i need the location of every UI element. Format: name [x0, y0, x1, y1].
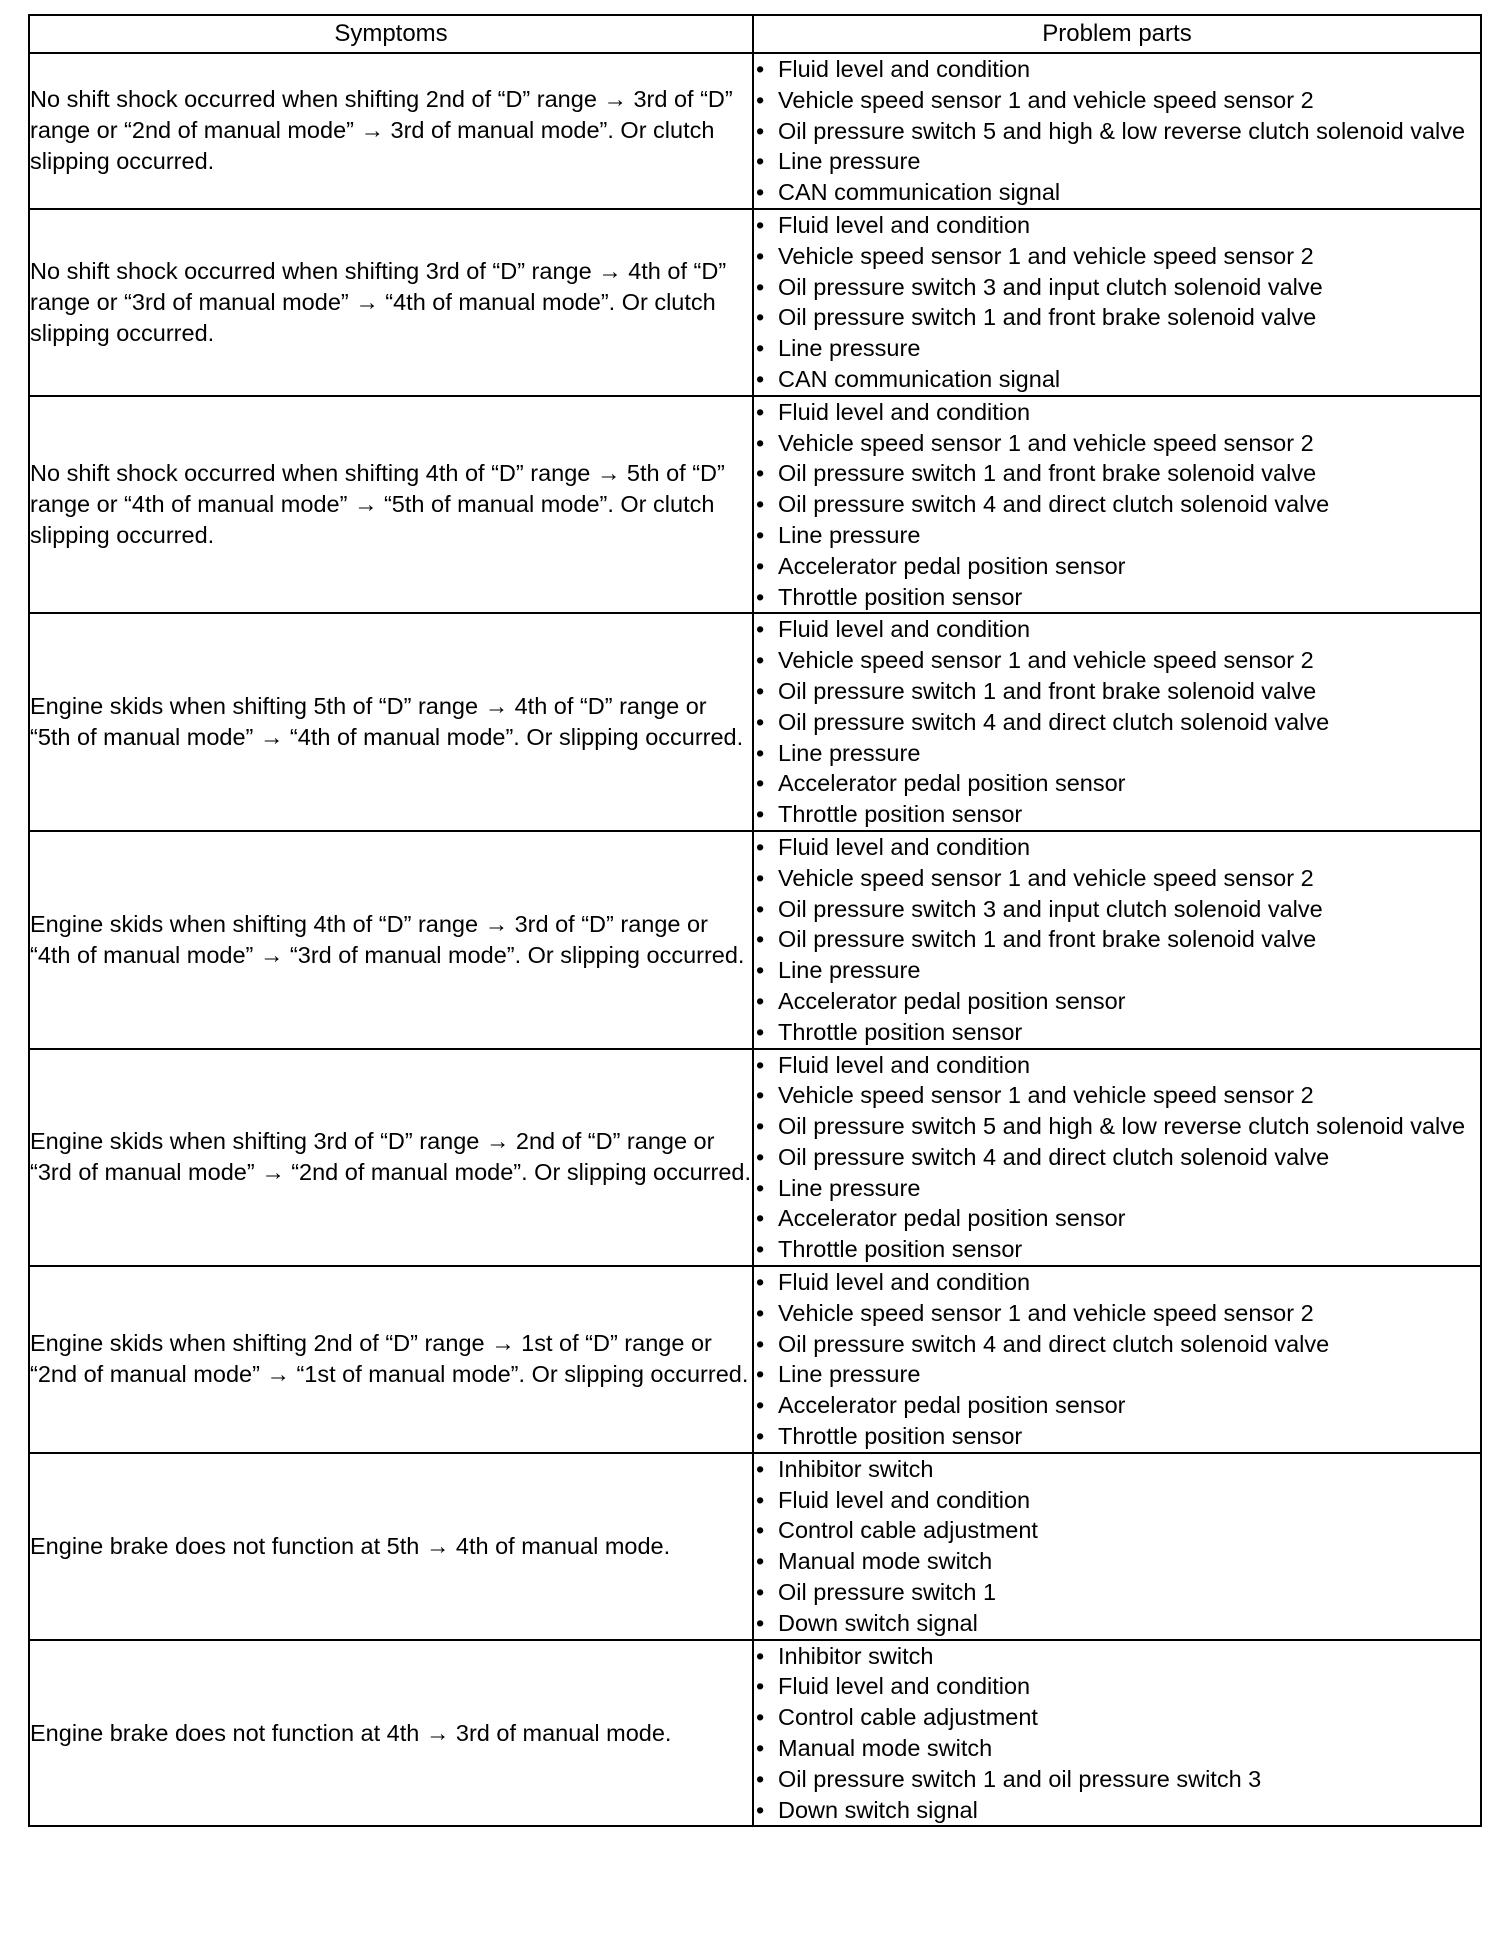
problem-part-item: • CAN communication signal — [754, 177, 1480, 208]
problem-part-item: • Line pressure — [754, 333, 1480, 364]
problem-parts-cell — [753, 209, 1481, 396]
problem-part-item: • Oil pressure switch 1 — [754, 1577, 1480, 1608]
problem-part-item: • Line pressure — [754, 1173, 1480, 1204]
problem-part-item: • Oil pressure switch 1 and front brake solenoid valve — [754, 924, 1480, 955]
problem-part-item: • Vehicle speed sensor 1 and vehicle speed sensor 2 — [754, 1298, 1480, 1329]
problem-part-item: • Fluid level and condition — [754, 832, 1480, 863]
problem-part-item: • Fluid level and condition — [754, 397, 1480, 428]
problem-part-item: • Oil pressure switch 1 and front brake solenoid valve — [754, 458, 1480, 489]
problem-parts-cell — [753, 1266, 1481, 1453]
symptoms-header: Symptoms — [29, 15, 753, 53]
problem-parts-list — [754, 1641, 1480, 1826]
problem-part-item: • Oil pressure switch 1 and oil pressure switch 3 — [754, 1764, 1480, 1795]
problem-part-item: • Throttle position sensor — [754, 1234, 1480, 1265]
table-row — [29, 1640, 1481, 1827]
problem-parts-list — [754, 1267, 1480, 1452]
problem-part-item: • Accelerator pedal position sensor — [754, 986, 1480, 1017]
problem-part-item: • Oil pressure switch 4 and direct clutch solenoid valve — [754, 489, 1480, 520]
problem-part-item: • Manual mode switch — [754, 1546, 1480, 1577]
problem-part-item: • CAN communication signal — [754, 364, 1480, 395]
problem-parts-cell — [753, 1049, 1481, 1267]
problem-part-item: • Oil pressure switch 1 and front brake solenoid valve — [754, 676, 1480, 707]
problem-part-item: • Control cable adjustment — [754, 1702, 1480, 1733]
problem-part-item: • Accelerator pedal position sensor — [754, 768, 1480, 799]
symptom-cell: No shift shock occurred when shifting 4th of “D” range → 5th of “D” range or “4th of manual mode” → “5th of manual mode”. Or clutch slipping occurred. — [29, 396, 753, 614]
problem-part-item: • Oil pressure switch 1 and front brake solenoid valve — [754, 302, 1480, 333]
table-row — [29, 613, 1481, 831]
problem-parts-header: Problem parts — [753, 15, 1481, 53]
problem-parts-list — [754, 1454, 1480, 1639]
problem-part-item: • Down switch signal — [754, 1608, 1480, 1639]
problem-parts-list — [754, 1050, 1480, 1266]
problem-part-item: • Fluid level and condition — [754, 210, 1480, 241]
problem-part-item: • Fluid level and condition — [754, 1267, 1480, 1298]
problem-part-item: • Oil pressure switch 3 and input clutch solenoid valve — [754, 894, 1480, 925]
table-row — [29, 209, 1481, 396]
problem-part-item: • Manual mode switch — [754, 1733, 1480, 1764]
problem-parts-cell — [753, 613, 1481, 831]
problem-part-item: • Oil pressure switch 5 and high & low reverse clutch solenoid valve — [754, 1111, 1480, 1142]
symptom-cell: Engine brake does not function at 5th → 4th of manual mode. — [29, 1453, 753, 1640]
problem-part-item: • Fluid level and condition — [754, 54, 1480, 85]
problem-part-item: • Fluid level and condition — [754, 1050, 1480, 1081]
problem-parts-list — [754, 54, 1480, 208]
symptom-cell: No shift shock occurred when shifting 2nd of “D” range → 3rd of “D” range or “2nd of manual mode” → 3rd of manual mode”. Or clutch slipping occurred. — [29, 53, 753, 209]
problem-part-item: • Throttle position sensor — [754, 1017, 1480, 1048]
problem-part-item: • Vehicle speed sensor 1 and vehicle speed sensor 2 — [754, 1080, 1480, 1111]
problem-part-item: • Fluid level and condition — [754, 1671, 1480, 1702]
problem-part-item: • Oil pressure switch 4 and direct clutch solenoid valve — [754, 707, 1480, 738]
problem-parts-cell — [753, 831, 1481, 1049]
problem-part-item: • Vehicle speed sensor 1 and vehicle speed sensor 2 — [754, 863, 1480, 894]
problem-part-item: • Accelerator pedal position sensor — [754, 1390, 1480, 1421]
problem-parts-cell — [753, 53, 1481, 209]
problem-parts-list — [754, 397, 1480, 613]
problem-part-item: • Line pressure — [754, 1359, 1480, 1390]
symptom-cell: Engine skids when shifting 5th of “D” range → 4th of “D” range or “5th of manual mode” → “4th of manual mode”. Or slipping occurred. — [29, 613, 753, 831]
symptom-cell: Engine skids when shifting 2nd of “D” range → 1st of “D” range or “2nd of manual mode” → “1st of manual mode”. Or slipping occurred. — [29, 1266, 753, 1453]
problem-part-item: • Line pressure — [754, 955, 1480, 986]
symptom-cell: Engine skids when shifting 3rd of “D” range → 2nd of “D” range or “3rd of manual mode” → “2nd of manual mode”. Or slipping occurred. — [29, 1049, 753, 1267]
problem-part-item: • Accelerator pedal position sensor — [754, 1203, 1480, 1234]
symptom-cell: No shift shock occurred when shifting 3rd of “D” range → 4th of “D” range or “3rd of manual mode” → “4th of manual mode”. Or clutch slipping occurred. — [29, 209, 753, 396]
problem-parts-cell — [753, 396, 1481, 614]
problem-part-item: • Inhibitor switch — [754, 1454, 1480, 1485]
problem-part-item: • Control cable adjustment — [754, 1515, 1480, 1546]
problem-part-item: • Inhibitor switch — [754, 1641, 1480, 1672]
problem-part-item: • Fluid level and condition — [754, 1485, 1480, 1516]
table-row — [29, 1049, 1481, 1267]
problem-part-item: • Line pressure — [754, 146, 1480, 177]
problem-part-item: • Oil pressure switch 3 and input clutch solenoid valve — [754, 272, 1480, 303]
table-body — [29, 53, 1481, 1826]
problem-part-item: • Vehicle speed sensor 1 and vehicle speed sensor 2 — [754, 428, 1480, 459]
problem-part-item: • Accelerator pedal position sensor — [754, 551, 1480, 582]
symptom-cell: Engine brake does not function at 4th → 3rd of manual mode. — [29, 1640, 753, 1827]
header-row — [29, 15, 1481, 53]
symptoms-table — [28, 14, 1482, 1827]
problem-part-item: • Down switch signal — [754, 1795, 1480, 1826]
problem-part-item: • Throttle position sensor — [754, 799, 1480, 830]
problem-parts-list — [754, 832, 1480, 1048]
problem-part-item: • Vehicle speed sensor 1 and vehicle speed sensor 2 — [754, 645, 1480, 676]
symptom-cell: Engine skids when shifting 4th of “D” range → 3rd of “D” range or “4th of manual mode” → “3rd of manual mode”. Or slipping occurred. — [29, 831, 753, 1049]
problem-parts-cell — [753, 1640, 1481, 1827]
problem-parts-cell — [753, 1453, 1481, 1640]
problem-part-item: • Oil pressure switch 4 and direct clutch solenoid valve — [754, 1142, 1480, 1173]
problem-part-item: • Fluid level and condition — [754, 614, 1480, 645]
table-row — [29, 396, 1481, 614]
problem-part-item: • Throttle position sensor — [754, 582, 1480, 613]
problem-part-item: • Throttle position sensor — [754, 1421, 1480, 1452]
table-row — [29, 1453, 1481, 1640]
problem-part-item: • Oil pressure switch 5 and high & low reverse clutch solenoid valve — [754, 116, 1480, 147]
table-row — [29, 831, 1481, 1049]
problem-part-item: • Oil pressure switch 4 and direct clutch solenoid valve — [754, 1329, 1480, 1360]
problem-part-item: • Line pressure — [754, 738, 1480, 769]
problem-part-item: • Vehicle speed sensor 1 and vehicle speed sensor 2 — [754, 85, 1480, 116]
problem-part-item: • Vehicle speed sensor 1 and vehicle speed sensor 2 — [754, 241, 1480, 272]
table-row — [29, 53, 1481, 209]
problem-part-item: • Line pressure — [754, 520, 1480, 551]
problem-parts-list — [754, 614, 1480, 830]
table-row — [29, 1266, 1481, 1453]
problem-parts-list — [754, 210, 1480, 395]
